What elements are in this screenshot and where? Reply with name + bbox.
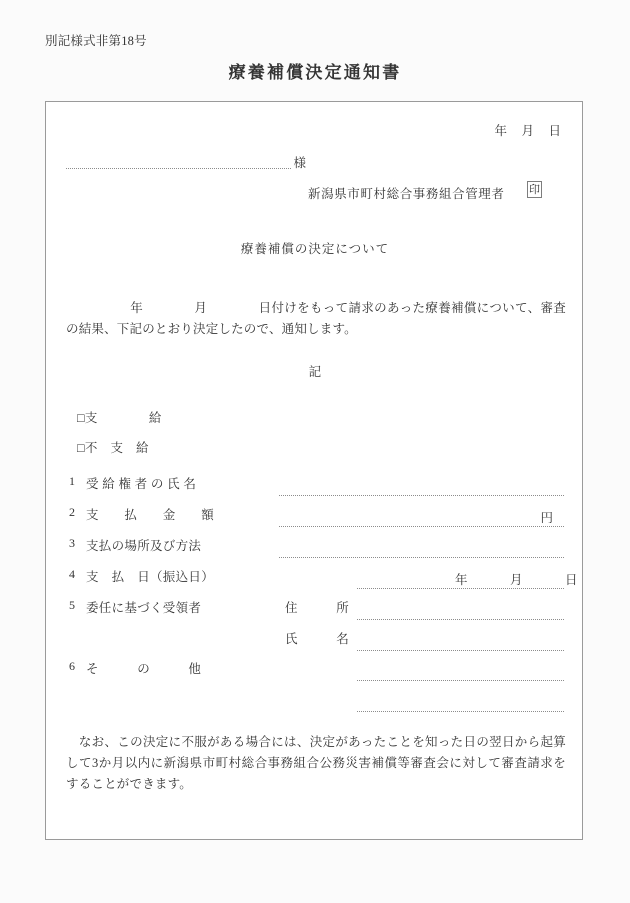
field-input-line[interactable] bbox=[357, 680, 564, 681]
addressee-suffix: 様 bbox=[293, 155, 306, 170]
seal-icon: 印 bbox=[527, 181, 542, 198]
field-input-line[interactable] bbox=[357, 588, 564, 589]
field-label: 支 払 金 額 bbox=[86, 508, 215, 522]
checkbox-label: 支 給 bbox=[84, 411, 162, 425]
field-input-line[interactable] bbox=[279, 526, 564, 527]
document-frame bbox=[45, 101, 583, 840]
field-input-line[interactable] bbox=[357, 619, 564, 620]
field-row-2 bbox=[69, 505, 564, 525]
page-title: 療養補償決定通知書 bbox=[228, 63, 402, 82]
field-row-5b bbox=[69, 629, 564, 649]
ki-marker: 記 bbox=[308, 365, 322, 379]
field-row-6 bbox=[69, 659, 564, 679]
subject-heading: 療養補償の決定について bbox=[240, 242, 390, 256]
addressee-input-line[interactable] bbox=[66, 155, 291, 169]
checkbox-icon[interactable]: □ bbox=[77, 441, 85, 455]
field-number: 5 bbox=[69, 598, 75, 612]
field-label: そ の 他 bbox=[86, 662, 202, 676]
field-row-1 bbox=[69, 474, 564, 494]
checkbox-label: 不 支 給 bbox=[84, 441, 149, 455]
field-number: 2 bbox=[69, 505, 75, 519]
field-label: 支 払 日（振込日） bbox=[86, 570, 215, 584]
field-row-6b bbox=[69, 690, 564, 710]
field-number: 6 bbox=[69, 659, 75, 673]
field-sublabel-address: 住 所 bbox=[285, 601, 350, 615]
field-input-line[interactable] bbox=[279, 557, 564, 558]
form-number: 別記様式非第18号 bbox=[45, 34, 147, 48]
field-input-line[interactable] bbox=[279, 495, 564, 496]
addressee-field bbox=[66, 155, 306, 169]
field-input-line[interactable] bbox=[357, 650, 564, 651]
issuer-name: 新潟県市町村総合事務組合管理者 bbox=[308, 187, 505, 201]
field-label: 委任に基づく受領者 bbox=[86, 601, 202, 615]
body-paragraph: 年 月 日付けをもって請求のあった療養補償について、審査の結果、下記のとおり決定したので、通知します。 bbox=[66, 301, 566, 336]
field-number: 1 bbox=[69, 474, 75, 488]
field-row-5 bbox=[69, 598, 564, 618]
checkbox-row-shikyu[interactable] bbox=[77, 408, 162, 426]
field-label: 受 給 権 者 の 氏 名 bbox=[86, 477, 197, 491]
frame-inner bbox=[46, 102, 584, 841]
checkbox-icon[interactable]: □ bbox=[77, 411, 85, 425]
date-line: 年 月 日 bbox=[494, 124, 562, 138]
field-unit-yen: 円 bbox=[540, 511, 553, 525]
field-number: 3 bbox=[69, 536, 75, 550]
field-unit-year: 年 bbox=[455, 573, 468, 587]
field-sublabel-name: 氏 名 bbox=[285, 632, 350, 646]
field-unit-month: 月 bbox=[510, 573, 523, 587]
field-unit-day: 日 bbox=[565, 573, 578, 587]
field-label: 支払の場所及び方法 bbox=[86, 539, 202, 553]
checkbox-row-fushikyu[interactable] bbox=[77, 438, 149, 456]
field-number: 4 bbox=[69, 567, 75, 581]
closing-paragraph: なお、この決定に不服がある場合には、決定があったことを知った日の翌日から起算して3か月以内に新潟県市町村総合事務組合公務災害補償等審査会に対して審査請求をすることができます。 bbox=[66, 735, 566, 791]
field-input-line[interactable] bbox=[357, 711, 564, 712]
field-row-3 bbox=[69, 536, 564, 556]
field-row-4 bbox=[69, 567, 578, 587]
